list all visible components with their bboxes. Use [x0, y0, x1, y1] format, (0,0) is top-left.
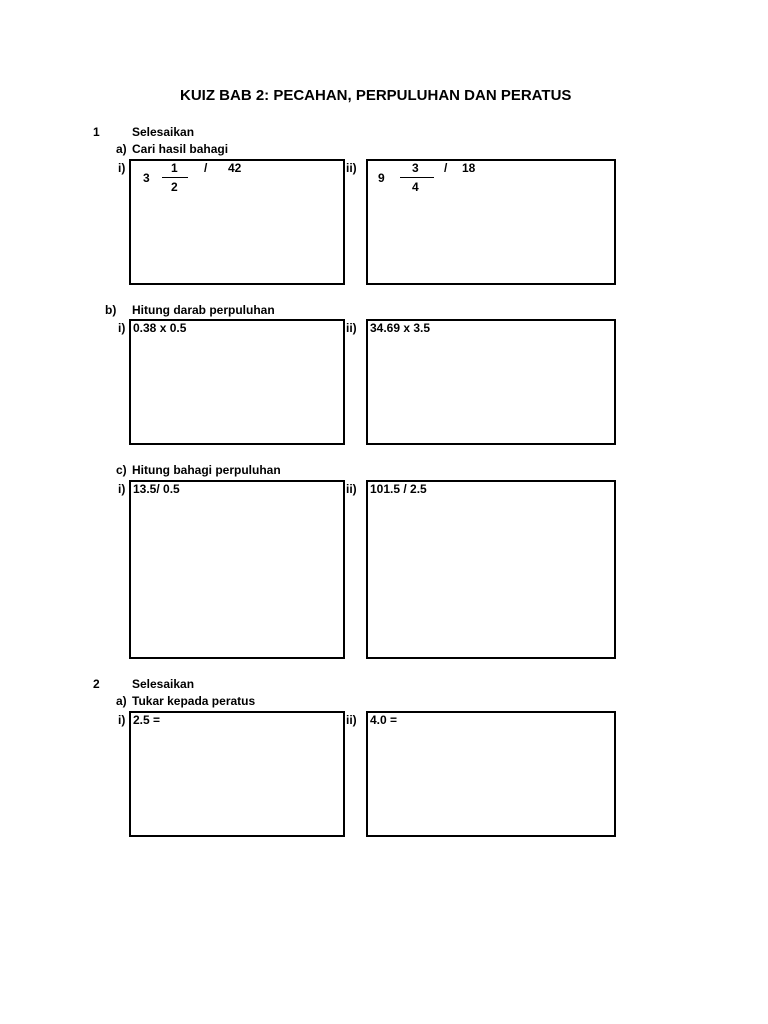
q1a-i-answer-box[interactable] [129, 159, 345, 285]
question-2-number: 2 [93, 677, 100, 691]
q1c-i-answer-box[interactable] [129, 480, 345, 659]
q1a-label: a) [116, 142, 127, 156]
q1a-ii-divisor: 18 [462, 161, 476, 175]
q2a-label: a) [116, 694, 127, 708]
question-2-heading: Selesaikan [132, 677, 195, 691]
q1c-i-label: i) [118, 482, 126, 496]
q1a-ii-fraction-bar [400, 177, 434, 178]
q1a-i-fraction-bar [162, 177, 188, 178]
q1b-i-label: i) [118, 321, 126, 335]
q1c-i-expression: 13.5/ 0.5 [133, 482, 180, 496]
q1a-ii-label: ii) [346, 161, 357, 175]
q1b-ii-expression: 34.69 x 3.5 [370, 321, 431, 335]
q1a-ii-operator: / [444, 161, 448, 175]
q1b-text: Hitung darab perpuluhan [132, 303, 275, 317]
q2a-i-expression: 2.5 = [133, 713, 161, 727]
q1a-i-numerator: 1 [171, 161, 178, 175]
q1b-ii-answer-box[interactable] [366, 319, 616, 445]
q1c-ii-answer-box[interactable] [366, 480, 616, 659]
q1c-ii-expression: 101.5 / 2.5 [370, 482, 427, 496]
q1c-text: Hitung bahagi perpuluhan [132, 463, 281, 477]
q1b-ii-label: ii) [346, 321, 357, 335]
q1a-i-whole: 3 [143, 171, 150, 185]
question-1-number: 1 [93, 125, 100, 139]
q1a-i-operator: / [204, 161, 208, 175]
q1b-label: b) [105, 303, 117, 317]
page-title: KUIZ BAB 2: PECAHAN, PERPULUHAN DAN PERATUS [180, 87, 572, 104]
q1a-ii-answer-box[interactable] [366, 159, 616, 285]
q2a-i-label: i) [118, 713, 126, 727]
q1c-label: c) [116, 463, 127, 477]
q1c-ii-label: ii) [346, 482, 357, 496]
q2a-text: Tukar kepada peratus [132, 694, 256, 708]
q1a-text: Cari hasil bahagi [132, 142, 229, 156]
q2a-ii-answer-box[interactable] [366, 711, 616, 837]
q2a-ii-label: ii) [346, 713, 357, 727]
q1a-ii-numerator: 3 [412, 161, 419, 175]
q2a-ii-expression: 4.0 = [370, 713, 398, 727]
q1a-i-divisor: 42 [228, 161, 242, 175]
q1a-ii-whole: 9 [378, 171, 385, 185]
q1a-ii-denominator: 4 [412, 180, 419, 194]
q2a-i-answer-box[interactable] [129, 711, 345, 837]
question-1-heading: Selesaikan [132, 125, 195, 139]
q1a-i-denominator: 2 [171, 180, 178, 194]
q1b-i-expression: 0.38 x 0.5 [133, 321, 187, 335]
q1b-i-answer-box[interactable] [129, 319, 345, 445]
q1a-i-label: i) [118, 161, 126, 175]
